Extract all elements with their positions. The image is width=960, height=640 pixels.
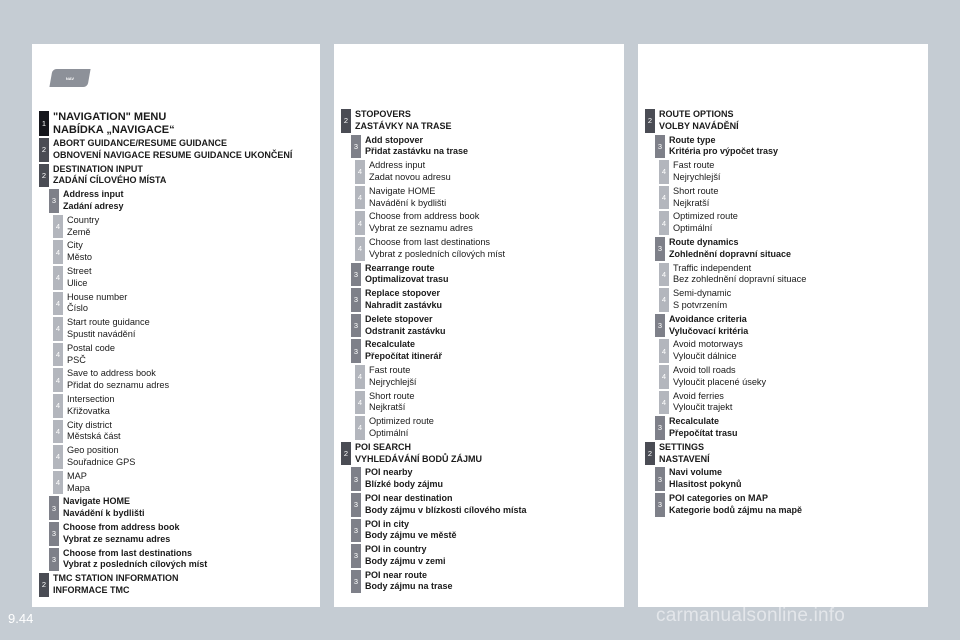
menu-item-label-cs: NABÍDKA „NAVIGACE“ [53, 123, 175, 136]
menu-item-text [365, 134, 624, 160]
level-badge: 3 [351, 135, 361, 159]
level-badge: 4 [53, 317, 63, 341]
menu-item-text [669, 134, 928, 160]
menu-item-label-cs: Nejkratší [369, 402, 406, 413]
menu-item-label-cs: Město [67, 252, 93, 263]
menu-item-text [355, 108, 624, 134]
level-badge: 4 [659, 339, 669, 363]
menu-item-text [365, 262, 624, 288]
level-badge: 4 [355, 391, 365, 415]
menu-item-label-cs: NASTAVENÍ [659, 453, 710, 464]
menu-item-level-3 [351, 466, 624, 492]
menu-item-label-cs: Souřadnice GPS [67, 456, 136, 467]
level-badge: 4 [355, 186, 365, 210]
level-badge: 4 [53, 215, 63, 239]
menu-item-label-en: Country [67, 214, 100, 225]
menu-item-text [659, 441, 928, 467]
menu-item-level-3 [351, 518, 624, 544]
menu-item-label-en: Short route [673, 185, 719, 196]
menu-item-level-4 [659, 390, 928, 416]
menu-item-level-3 [351, 338, 624, 364]
menu-item-text [365, 287, 624, 313]
menu-item-level-3 [351, 492, 624, 518]
level-badge: 2 [39, 164, 49, 188]
level-badge: 4 [659, 160, 669, 184]
menu-item-label-en: Avoid ferries [673, 390, 724, 401]
menu-item-label-en: Navigate HOME [63, 496, 131, 507]
menu-item-level-4 [53, 239, 320, 265]
menu-item-level-3 [351, 543, 624, 569]
menu-item-label-cs: Nejrychlejší [673, 171, 721, 182]
menu-item-label-en: DESTINATION INPUT [53, 163, 143, 174]
menu-item-label-en: House number [67, 291, 128, 302]
level-badge: 4 [659, 365, 669, 389]
level-badge: 4 [53, 471, 63, 495]
level-badge: 3 [655, 493, 665, 517]
menu-item-label-cs: Vyloučit trajekt [673, 402, 733, 413]
level-badge: 4 [355, 365, 365, 389]
menu-item-level-4 [53, 316, 320, 342]
menu-item-label-cs: Bez zohlednění dopravní situace [673, 274, 807, 285]
menu-item-label-en: STOPOVERS [355, 109, 411, 119]
level-badge: 3 [655, 237, 665, 261]
menu-item-level-4 [355, 210, 624, 236]
menu-item-label-en: Save to address book [67, 368, 156, 379]
menu-item-level-4 [53, 393, 320, 419]
menu-item-text [369, 390, 624, 416]
menu-item-level-3 [655, 134, 928, 160]
menu-item-label-en: Recalculate [669, 416, 720, 427]
menu-item-label-cs: Optimální [673, 223, 713, 234]
menu-item-text [63, 521, 320, 547]
menu-item-level-2 [39, 163, 320, 189]
menu-item-level-4 [53, 419, 320, 445]
menu-item-label-en: Add stopover [365, 134, 424, 145]
menu-item-level-3 [351, 262, 624, 288]
menu-item-level-3 [49, 495, 320, 521]
menu-item-text [673, 262, 928, 288]
menu-item-text [673, 364, 928, 390]
menu-item-level-2 [39, 137, 320, 163]
menu-item-label-en: Avoid toll roads [673, 364, 736, 375]
menu-item-text [63, 188, 320, 214]
menu-item-level-4 [355, 364, 624, 390]
menu-item-label-en: Optimized route [369, 416, 434, 427]
menu-item-label-cs: Zadat novou adresu [369, 171, 451, 182]
menu-item-label-cs: S potvrzením [673, 299, 728, 310]
menu-item-label-en: Rearrange route [365, 262, 435, 273]
menu-item-label-en: Intersection [67, 393, 115, 404]
menu-item-text [669, 492, 928, 518]
level-badge: 2 [341, 109, 351, 133]
menu-item-label-cs: Optimální [369, 427, 409, 438]
menu-item-text [669, 236, 928, 262]
menu-item-label-cs: Navádění k bydlišti [63, 508, 145, 519]
level-badge: 3 [49, 189, 59, 213]
menu-item-label-cs: Vybrat z posledních cílových míst [63, 559, 208, 570]
menu-item-label-cs: Nejkratší [673, 197, 710, 208]
menu-tree-left [32, 110, 320, 598]
level-badge: 3 [351, 288, 361, 312]
menu-item-label-cs: Nahradit zastávku [365, 299, 443, 310]
menu-item-level-2 [341, 108, 624, 134]
menu-item-label-cs: VYHLEDÁVÁNÍ BODŮ ZÁJMU [355, 453, 483, 464]
menu-item-text [673, 159, 928, 185]
menu-item-level-4 [355, 159, 624, 185]
menu-item-label-en: Fast route [369, 364, 411, 375]
menu-item-label-cs: Křižovatka [67, 405, 110, 416]
menu-item-label-en: Avoidance criteria [669, 313, 747, 324]
menu-item-level-1 [39, 110, 320, 137]
menu-item-label-cs: ZASTÁVKY NA TRASE [355, 120, 452, 131]
menu-item-label-en: TMC STATION INFORMATION [53, 573, 179, 584]
menu-item-text [53, 137, 320, 163]
menu-item-label-en: ROUTE OPTIONS [659, 109, 734, 119]
menu-item-text [67, 316, 320, 342]
menu-item-label-cs: Země [67, 226, 91, 237]
menu-item-level-4 [659, 364, 928, 390]
menu-item-label-en: Navi volume [669, 467, 723, 478]
menu-item-label-en: Fast route [673, 160, 715, 171]
menu-item-label-en: POI SEARCH [355, 441, 412, 452]
menu-item-label-en: Choose from address book [63, 521, 180, 532]
menu-item-level-4 [659, 210, 928, 236]
menu-item-label-en: Avoid motorways [673, 339, 743, 350]
menu-item-text [369, 364, 624, 390]
level-badge: 3 [49, 548, 59, 572]
menu-item-label-en: Route type [669, 134, 716, 145]
level-badge: 2 [39, 138, 49, 162]
menu-item-label-cs: Mapa [67, 482, 90, 493]
menu-item-level-4 [355, 390, 624, 416]
menu-item-level-4 [355, 185, 624, 211]
menu-item-label-cs: Kategorie bodů zájmu na mapě [669, 504, 803, 515]
menu-item-level-4 [53, 342, 320, 368]
menu-item-label-en: Choose from last destinations [63, 547, 193, 558]
level-badge: 4 [53, 240, 63, 264]
menu-item-text [365, 543, 624, 569]
menu-item-level-3 [351, 313, 624, 339]
menu-item-text [369, 210, 624, 236]
menu-item-text [67, 470, 320, 496]
menu-item-text [669, 466, 928, 492]
level-badge: 4 [659, 211, 669, 235]
level-badge: 1 [39, 111, 49, 136]
menu-item-label-cs: Zadání adresy [63, 200, 124, 211]
level-badge: 3 [351, 314, 361, 338]
menu-item-level-2 [645, 441, 928, 467]
menu-item-text [53, 110, 320, 137]
menu-item-level-2 [645, 108, 928, 134]
menu-item-label-cs: Vybrat z posledních cílových míst [369, 248, 505, 259]
level-badge: 2 [341, 442, 351, 466]
menu-item-label-cs: Nejrychlejší [369, 376, 417, 387]
nav-button-icon [49, 69, 90, 87]
menu-item-label-en: Navigate HOME [369, 185, 436, 196]
menu-item-text [369, 415, 624, 441]
menu-item-text [67, 265, 320, 291]
menu-item-level-3 [655, 236, 928, 262]
menu-item-label-cs: Vyloučit dálnice [673, 351, 737, 362]
menu-item-text [369, 185, 624, 211]
menu-item-level-4 [53, 470, 320, 496]
menu-item-label-en: Optimized route [673, 211, 738, 222]
menu-item-label-cs: Číslo [67, 303, 88, 314]
menu-item-label-cs: Vyloučit placené úseky [673, 376, 767, 387]
menu-item-level-4 [53, 214, 320, 240]
menu-item-level-3 [351, 134, 624, 160]
level-badge: 2 [645, 109, 655, 133]
level-badge: 4 [659, 391, 669, 415]
level-badge: 3 [351, 493, 361, 517]
menu-item-label-en: ABORT GUIDANCE/RESUME GUIDANCE [53, 138, 228, 148]
level-badge: 4 [355, 237, 365, 261]
menu-item-level-4 [53, 265, 320, 291]
menu-item-label-en: Address input [63, 189, 124, 200]
menu-item-label-en: Replace stopover [365, 288, 441, 299]
menu-item-label-cs: INFORMACE TMC [53, 584, 130, 595]
menu-item-text [365, 518, 624, 544]
menu-tree-right [638, 108, 928, 518]
menu-item-label-en: Route dynamics [669, 236, 739, 247]
menu-item-label-cs: Optimalizovat trasu [365, 274, 449, 285]
menu-item-label-en: MAP [67, 470, 87, 481]
menu-panel-middle [334, 44, 624, 607]
level-badge: 3 [351, 519, 361, 543]
menu-item-label-cs: Spustit navádění [67, 328, 136, 339]
menu-item-label-cs: VOLBY NAVÁDĚNÍ [659, 120, 739, 131]
menu-item-label-cs: Vybrat ze seznamu adres [63, 533, 171, 544]
level-badge: 4 [53, 343, 63, 367]
menu-item-label-cs: Body zájmu na trase [365, 581, 453, 592]
menu-item-level-3 [49, 188, 320, 214]
menu-item-label-en: POI near destination [365, 492, 453, 503]
menu-item-label-cs: Body zájmu v blízkosti cílového místa [365, 504, 527, 515]
level-badge: 4 [659, 263, 669, 287]
watermark: carmanualsonline.info [656, 605, 846, 626]
menu-item-level-3 [49, 547, 320, 573]
menu-item-text [67, 444, 320, 470]
menu-item-level-4 [53, 367, 320, 393]
level-badge: 4 [53, 420, 63, 444]
menu-item-label-en: Recalculate [365, 339, 416, 350]
menu-item-level-4 [659, 287, 928, 313]
level-badge: 4 [355, 211, 365, 235]
menu-item-level-4 [53, 291, 320, 317]
menu-item-label-cs: Body zájmu v zemi [365, 555, 446, 566]
level-badge: 3 [351, 263, 361, 287]
level-badge: 4 [659, 186, 669, 210]
level-badge: 4 [53, 394, 63, 418]
menu-item-label-en: Street [67, 265, 92, 276]
menu-item-level-2 [341, 441, 624, 467]
menu-item-text [673, 210, 928, 236]
menu-item-label-en: Traffic independent [673, 262, 752, 273]
menu-item-label-en: POI near route [365, 569, 428, 580]
menu-item-label-en: City [67, 240, 83, 251]
menu-item-label-cs: ZADÁNÍ CÍLOVÉHO MÍSTA [53, 175, 167, 186]
menu-item-label-en: POI categories on MAP [669, 492, 769, 503]
menu-item-text [365, 338, 624, 364]
menu-item-level-4 [659, 185, 928, 211]
menu-item-text [67, 367, 320, 393]
menu-item-label-cs: Přepočítat itinerář [365, 351, 443, 362]
level-badge: 2 [39, 573, 49, 597]
menu-item-text [67, 419, 320, 445]
menu-item-label-en: "NAVIGATION" MENU [53, 111, 167, 123]
menu-item-text [67, 214, 320, 240]
menu-item-level-3 [49, 521, 320, 547]
menu-item-text [67, 291, 320, 317]
level-badge: 4 [355, 160, 365, 184]
menu-item-level-3 [351, 569, 624, 595]
menu-item-label-en: Start route guidance [67, 317, 150, 328]
menu-item-level-3 [655, 466, 928, 492]
menu-item-label-cs: Přepočítat trasu [669, 427, 738, 438]
menu-item-text [673, 185, 928, 211]
menu-item-label-en: Address input [369, 160, 426, 171]
menu-item-label-cs: Blízké body zájmu [365, 479, 444, 490]
menu-item-text [67, 393, 320, 419]
menu-item-label-cs: Přidat do seznamu adres [67, 380, 170, 391]
menu-item-text [365, 492, 624, 518]
page-number: 9.44 [8, 611, 34, 626]
level-badge: 4 [53, 292, 63, 316]
menu-item-label-cs: Ulice [67, 277, 88, 288]
level-badge: 4 [355, 416, 365, 440]
level-badge: 4 [53, 266, 63, 290]
level-badge: 4 [53, 368, 63, 392]
menu-panel-left [32, 44, 320, 607]
menu-item-label-en: Geo position [67, 445, 119, 456]
level-badge: 3 [351, 570, 361, 594]
menu-item-text [365, 569, 624, 595]
level-badge: 3 [655, 135, 665, 159]
menu-item-level-3 [655, 492, 928, 518]
level-badge: 4 [659, 288, 669, 312]
menu-item-label-en: Delete stopover [365, 313, 433, 324]
menu-item-label-cs: Kritéria pro výpočet trasy [669, 146, 779, 157]
menu-item-label-en: Choose from last destinations [369, 236, 491, 247]
menu-item-label-cs: Přidat zastávku na trase [365, 146, 469, 157]
menu-item-label-cs: OBNOVENÍ NAVIGACE RESUME GUIDANCE UKONČENÍ [53, 149, 293, 160]
menu-item-label-cs: Vylučovací kritéria [669, 325, 749, 336]
level-badge: 3 [351, 467, 361, 491]
menu-item-text [53, 572, 320, 598]
menu-item-level-4 [53, 444, 320, 470]
menu-item-label-cs: Hlasitost pokynů [669, 479, 742, 490]
menu-item-text [67, 239, 320, 265]
menu-item-text [673, 390, 928, 416]
menu-item-level-2 [39, 572, 320, 598]
menu-item-label-en: POI nearby [365, 467, 413, 478]
menu-item-label-cs: Navádění k bydlišti [369, 197, 447, 208]
menu-item-label-en: Semi-dynamic [673, 288, 732, 299]
menu-item-level-4 [659, 262, 928, 288]
level-badge: 3 [351, 544, 361, 568]
level-badge: 4 [53, 445, 63, 469]
menu-item-text [659, 108, 928, 134]
menu-item-label-en: POI in country [365, 544, 427, 555]
nav-button-label: NAV [65, 75, 75, 81]
menu-item-level-4 [659, 338, 928, 364]
menu-item-label-en: Postal code [67, 342, 116, 353]
menu-item-text [355, 441, 624, 467]
menu-item-label-en: POI in city [365, 518, 410, 529]
menu-item-text [63, 547, 320, 573]
menu-item-text [365, 466, 624, 492]
level-badge: 3 [655, 314, 665, 338]
menu-item-text [669, 415, 928, 441]
menu-item-label-cs: PSČ [67, 354, 86, 365]
menu-item-label-en: City district [67, 419, 112, 430]
menu-item-label-cs: Vybrat ze seznamu adres [369, 223, 473, 234]
level-badge: 2 [645, 442, 655, 466]
menu-item-label-cs: Body zájmu ve městě [365, 530, 457, 541]
menu-item-text [369, 159, 624, 185]
menu-item-label-en: Choose from address book [369, 211, 480, 222]
level-badge: 3 [655, 416, 665, 440]
menu-item-level-4 [355, 415, 624, 441]
menu-item-text [369, 236, 624, 262]
level-badge: 3 [49, 522, 59, 546]
menu-item-text [53, 163, 320, 189]
menu-tree-middle [334, 108, 624, 594]
level-badge: 3 [351, 339, 361, 363]
menu-item-text [63, 495, 320, 521]
menu-item-label-en: Short route [369, 390, 415, 401]
menu-item-label-cs: Odstranit zastávku [365, 325, 446, 336]
level-badge: 3 [49, 496, 59, 520]
menu-item-text [673, 338, 928, 364]
menu-item-level-3 [655, 313, 928, 339]
menu-item-level-3 [351, 287, 624, 313]
menu-item-text [67, 342, 320, 368]
menu-item-label-en: SETTINGS [659, 441, 705, 452]
menu-item-level-4 [355, 236, 624, 262]
level-badge: 3 [655, 467, 665, 491]
menu-item-label-cs: Zohlednění dopravní situace [669, 248, 792, 259]
menu-item-text [673, 287, 928, 313]
menu-item-level-3 [655, 415, 928, 441]
menu-item-level-4 [659, 159, 928, 185]
menu-item-text [365, 313, 624, 339]
menu-panel-right [638, 44, 928, 607]
menu-item-label-cs: Městská část [67, 431, 121, 442]
menu-item-text [669, 313, 928, 339]
